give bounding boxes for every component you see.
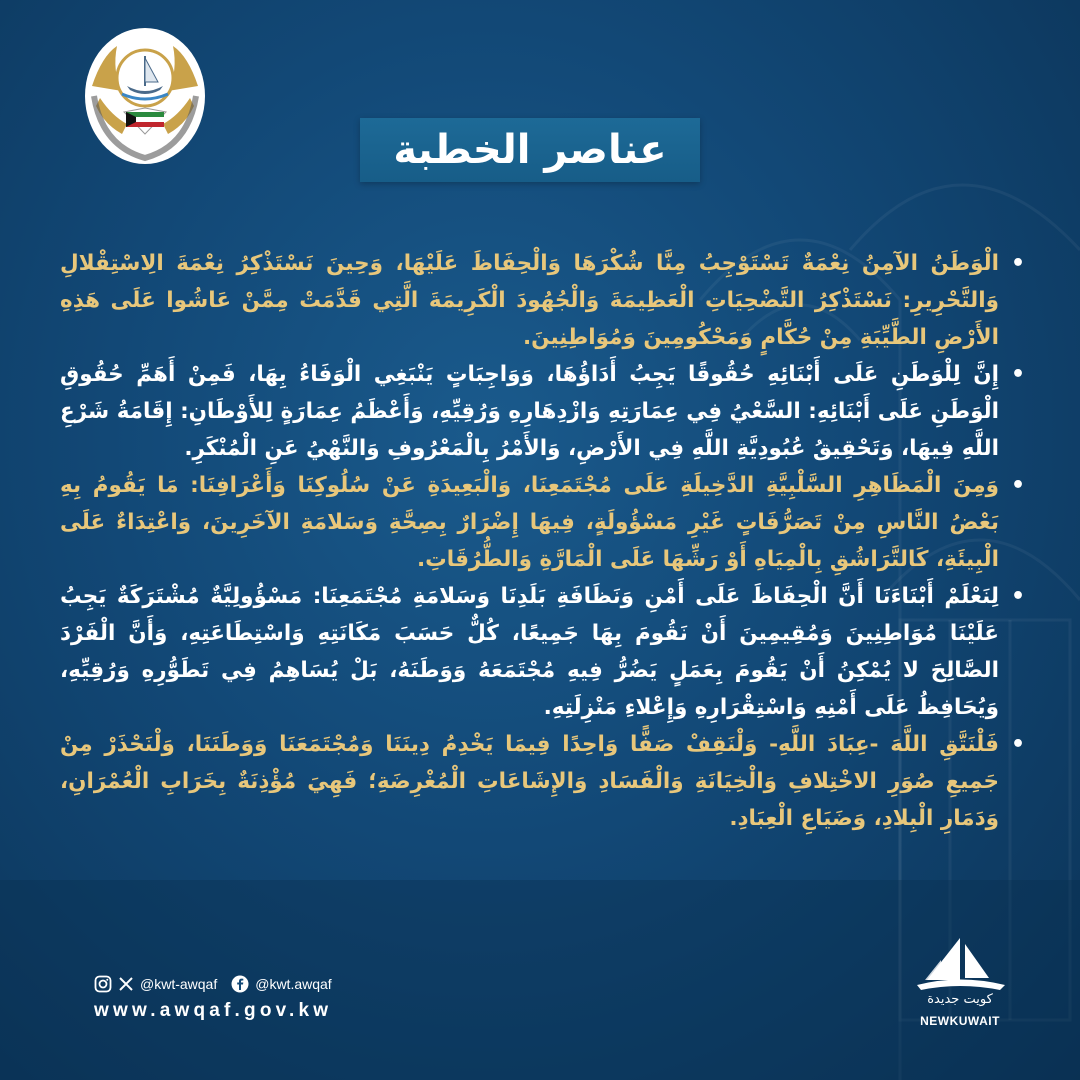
bullet-item [60,578,1025,726]
facebook-handle[interactable]: @kwt.awqaf [255,976,332,992]
bullet-icon: • [1010,732,1025,757]
x-icon[interactable] [118,976,134,992]
new-kuwait-arabic: كويت جديدة [927,992,993,1007]
bullet-item [60,726,1025,837]
website-link[interactable]: www.awqaf.gov.kw [94,1000,333,1021]
bullet-icon: • [1010,251,1025,276]
bullet-text: لِنَعْلَمْ أَبْنَاءَنَا أَنَّ الْحِفَاظَ عَلَى أَمْنِ وَنَظَافَةِ بَلَدِنَا وَسَلامَةِ مُجْتَمَعِنَا: مَسْؤُولِيَّةٌ مُشْتَرَكَةٌ يَجِبُ عَلَيْنَا مُوَاطِنِينَ وَمُقِيمِينَ أَنْ نَقُومَ بِهَا جَمِيعًا، كُلٌّ حَسَبَ مَكَانَتِهِ وَاسْتِطَاعَتِهِ، وَأَنَّ الْفَرْدَ الصَّالِحَ لا يُمْكِنُ أَنْ يَقُومَ بِعَمَلٍ يَضُرُّ فِيهِ مُجْتَمَعَهُ وَوَطَنَهُ، بَلْ يُسَاهِمُ فِي تَطَوُّرِهِ وَرُقِيِّهِ، وَيُحَافِظُ عَلَى أَمْنِهِ وَاسْتِقْرَارِهِ وَإِعْلاءِ مَنْزِلَتِهِ. [60,584,999,720]
bullet-icon: • [1010,473,1025,498]
bullet-icon: • [1010,362,1025,387]
bullet-item [60,356,1025,467]
new-kuwait-english: NEWKUWAIT [920,1014,1000,1028]
bullet-text: فَلْنَتَّقِ اللَّهَ -عِبَادَ اللَّهِ- وَلْنَقِفْ صَفًّا وَاحِدًا فِيمَا يَخْدِمُ دِينَنَا وَمُجْتَمَعَنَا وَوَطَنَنَا، وَلْنَحْذَرْ مِنْ جَمِيعِ صُوَرِ الاخْتِلافِ وَالْخِيَانَةِ وَالْفَسَادِ وَالإِشَاعَاتِ الْمُغْرِضَةِ؛ فَهِيَ مُؤْذِنَةٌ بِخَرَابِ الْعُمْرَانِ، وَدَمَارِ الْبِلادِ، وَضَيَاعِ الْعِبَادِ. [60,732,999,831]
bullet-item [60,467,1025,578]
social-handles [94,972,332,996]
ministry-logo [82,16,208,166]
page-title: عناصر الخطبة [393,127,667,173]
bullet-text: الْوَطَنُ الآمِنُ نِعْمَةٌ تَسْتَوْجِبُ مِنَّا شُكْرَهَا وَالْحِفَاظَ عَلَيْهَا، وَحِينَ نَسْتَذْكِرُ نِعْمَةَ الِاسْتِقْلالِ وَالتَّحْرِيرِ: نَسْتَذْكِرُ التَّضْحِيَاتِ الْعَظِيمَةَ وَالْجُهُودَ الْكَرِيمَةَ الَّتِي قَدَّمَتْ مِمَّنْ عَاشُوا عَلَى هَذِهِ الأَرْضِ الطَّيِّبَةِ مِنْ حُكَّامٍ وَمَحْكُومِينَ وَمُوَاطِنِينَ. [60,251,999,350]
bullet-item [60,245,1025,356]
facebook-icon[interactable] [231,975,249,993]
bullet-text: إِنَّ لِلْوَطَنِ عَلَى أَبْنَائِهِ حُقُوقًا يَجِبُ أَدَاؤُهَا، وَوَاجِبَاتٍ يَنْبَغِي الْوَفَاءُ بِهَا، فَمِنْ أَهَمِّ حُقُوقِ الْوَطَنِ عَلَى أَبْنَائِهِ: السَّعْيُ فِي عِمَارَتِهِ وَازْدِهَارِهِ وَرُقِيِّهِ، وَأَعْظَمُ عِمَارَةٍ لِلأَوْطَانِ: إِقَامَةُ شَرْعِ اللَّهِ فِيهَا، وَتَحْقِيقُ عُبُودِيَّةِ اللَّهِ فِي الأَرْضِ، وَالأَمْرُ بِالْمَعْرُوفِ وَالنَّهْيُ عَنِ الْمُنْكَرِ. [60,362,999,461]
sermon-elements [60,245,1025,837]
title-box [360,118,700,182]
instagram-icon[interactable] [94,975,112,993]
bullet-list [60,245,1025,837]
bullet-text: وَمِنَ الْمَظَاهِرِ السَّلْبِيَّةِ الدَّخِيلَةِ عَلَى مُجْتَمَعِنَا، وَالْبَعِيدَةِ عَنْ سُلُوكِنَا وَأَعْرَافِنَا: مَا يَقُومُ بِهِ بَعْضُ النَّاسِ مِنْ تَصَرُّفَاتٍ غَيْرِ مَسْؤُولَةٍ، فِيهَا إِضْرَارٌ بِصِحَّةِ وَسَلامَةِ الآخَرِينَ، وَاعْتِدَاءٌ عَلَى الْبِيئَةِ، كَالتَّرَاشُقِ بِالْمِيَاهِ أَوْ رَشِّهَا عَلَى الْمَارَّةِ وَالطُّرُقَاتِ. [60,473,999,572]
bullet-icon: • [1010,584,1025,609]
x-handle[interactable]: @kwt-awqaf [140,976,218,992]
